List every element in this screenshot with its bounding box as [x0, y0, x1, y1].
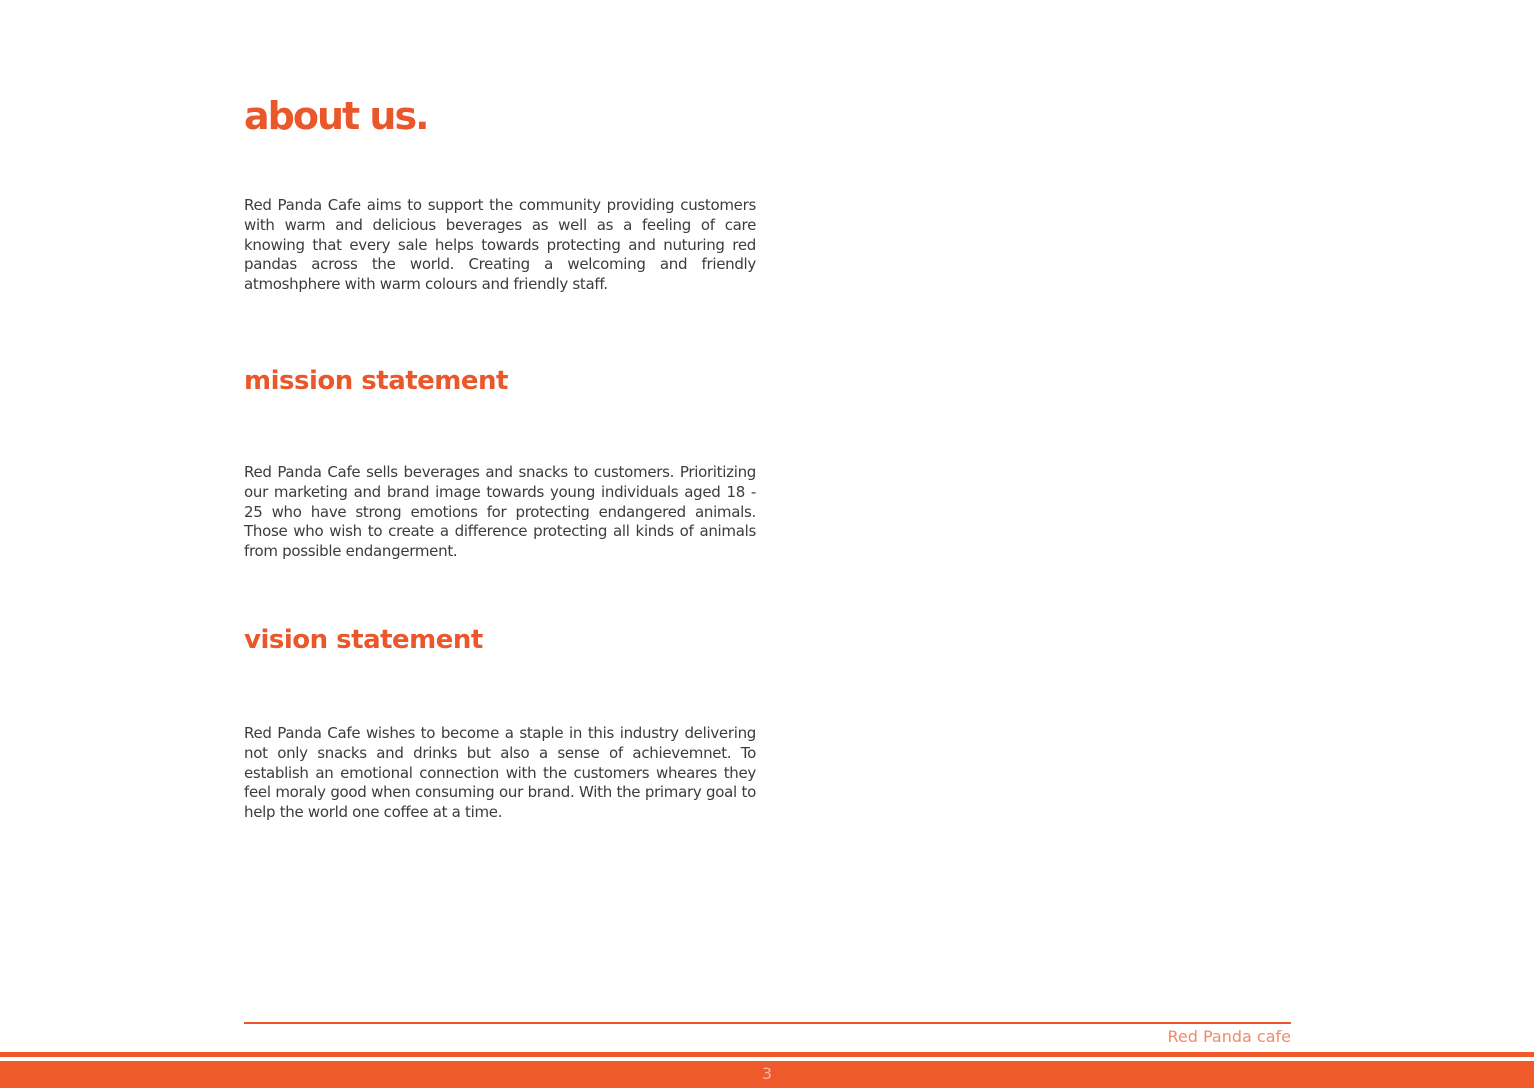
page-number: 3: [761, 1064, 773, 1083]
vision-statement-heading: vision statement: [244, 625, 483, 655]
footer-band-thin: [0, 1052, 1534, 1057]
mission-statement-paragraph: Red Panda Cafe sells beverages and snacks to customers. Prioritizing our marketing and brand image towards young individuals aged 18 - 25 who have strong emotions for protecting endangered animals. Those who wish to create a difference protecting all kinds of animals from possible endangerment.: [244, 463, 756, 561]
mission-statement-heading: mission statement: [244, 366, 508, 396]
vision-statement-paragraph: Red Panda Cafe wishes to become a staple in this industry delivering not only snacks and drinks but also a sense of achievemnet. To establish an emotional connection with the customers wheares they feel moraly good when consuming our brand. With the primary goal to help the world one coffee at a time.: [244, 724, 756, 822]
footer-brand-name: Red Panda cafe: [1167, 1027, 1291, 1046]
footer-divider: [244, 1022, 1291, 1024]
about-us-heading: about us.: [244, 94, 428, 138]
about-us-paragraph: Red Panda Cafe aims to support the community providing customers with warm and delicious beverages as well as a feeling of care knowing that every sale helps towards protecting and nuturing red pandas across the world. Creating a welcoming and friendly atmoshphere with warm colours and friendly staff.: [244, 196, 756, 294]
